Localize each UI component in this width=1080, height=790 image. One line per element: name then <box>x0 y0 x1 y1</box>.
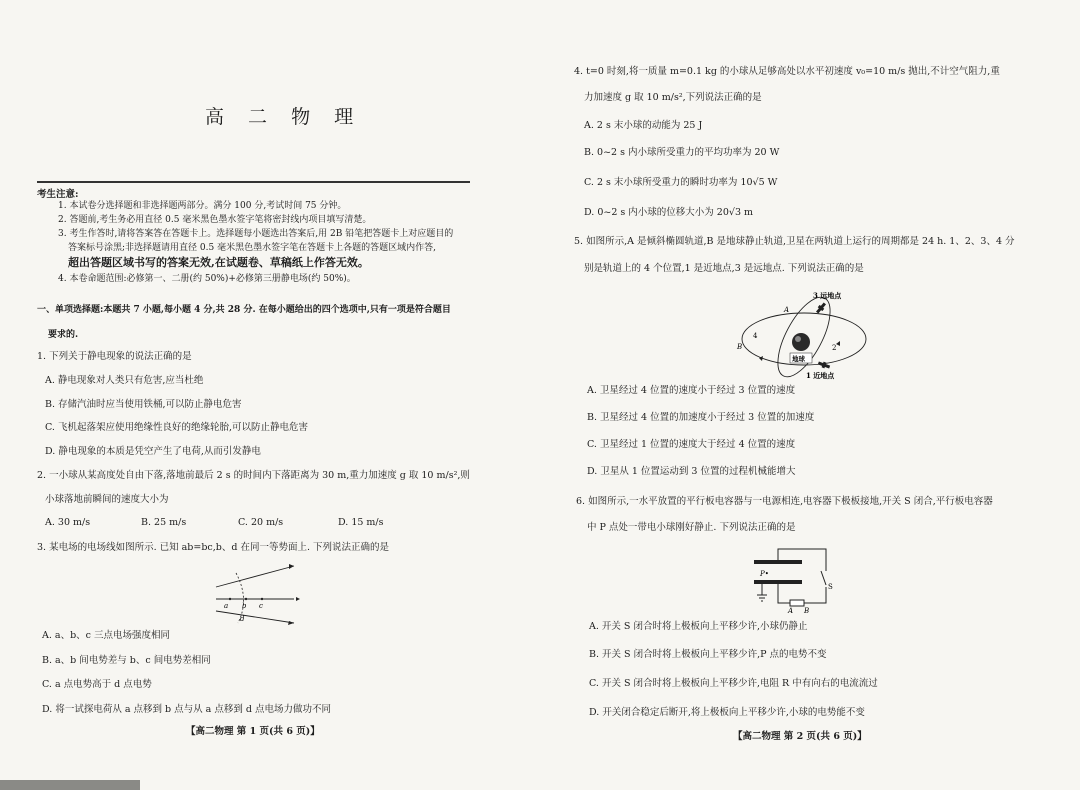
point-label-a: a <box>224 602 229 610</box>
q6-option-b: B. 开关 S 闭合时将上极板向上平移少许,P 点的电势不变 <box>589 649 827 660</box>
circuit-wire <box>804 587 826 603</box>
position-4-label: 4 <box>753 332 758 340</box>
field-line <box>216 611 294 623</box>
q1-stem: 1. 下列关于静电现象的说法正确的是 <box>37 351 192 362</box>
position-2-label: 2 <box>832 344 837 352</box>
q5-stem: 5. 如图所示,A 是倾斜椭圆轨道,B 是地球静止轨道,卫星在两轨道上运行的周期都是 24 h. 1、2、3、4 分 <box>574 236 1015 247</box>
circuit-wire <box>778 583 790 603</box>
q2-stem: 2. 一小球从某高度处自由下落,落地前最后 2 s 的时间内下落距离为 30 m,重力加速度 g 取 10 m/s²,则 <box>37 470 470 481</box>
q5-option-c: C. 卫星经过 1 位置的速度大于经过 4 位置的速度 <box>587 439 796 450</box>
title-divider <box>37 181 470 183</box>
q3-option-b: B. a、b 间电势差与 b、c 间电势差相同 <box>42 655 211 666</box>
orbit-diagram <box>728 286 868 382</box>
q2-option-a: A. 30 m/s <box>45 517 91 528</box>
electric-field-diagram <box>210 563 300 625</box>
point-label-b: b <box>242 602 247 610</box>
page-footer-left: 【高二物理 第 1 页(共 6 页)】 <box>186 726 320 737</box>
notice-item-emphasis: 超出答题区域书写的答案无效,在试题卷、草稿纸上作答无效。 <box>68 256 369 269</box>
q2-option-d: D. 15 m/s <box>338 517 384 528</box>
notice-item: 答案标号涂黑;非选择题请用直径 0.5 毫米黑色墨水签字笔在答题卡上各题的答题区域内作答, <box>68 243 436 253</box>
field-line <box>216 566 294 587</box>
q3-stem: 3. 某电场的电场线如图所示. 已知 ab=bc,b、d 在同一等势面上. 下列说法正确的是 <box>37 542 389 553</box>
arrow-icon <box>288 621 294 625</box>
point-label-d: d <box>240 615 245 623</box>
q3-option-d: D. 将一试探电荷从 a 点移到 b 点与从 a 点移到 d 点电场力做功不同 <box>42 704 331 715</box>
q6-stem: 6. 如图所示,一水平放置的平行板电容器与一电源相连,电容器下极板接地,开关 S 闭合,平行板电容器 <box>576 496 993 507</box>
q3-option-c: C. a 点电势高于 d 点电势 <box>42 679 152 690</box>
q4-option-b: B. 0~2 s 内小球所受重力的平均功率为 20 W <box>584 147 780 158</box>
q4-option-c: C. 2 s 末小球所受重力的瞬时功率为 10√5 W <box>584 177 778 188</box>
page-footer-right: 【高二物理 第 2 页(共 6 页)】 <box>733 731 867 742</box>
satellite-icon <box>817 360 830 370</box>
q2-option-b: B. 25 m/s <box>141 517 187 528</box>
near-point-label: 1 近地点 <box>806 371 835 380</box>
q1-option-c: C. 飞机起落架应使用绝缘性良好的绝缘轮胎,可以防止静电危害 <box>45 422 308 433</box>
q2-stem-cont: 小球落地前瞬间的速度大小为 <box>45 494 169 505</box>
terminal-b-label: B <box>804 607 810 613</box>
q1-option-a: A. 静电现象对人类只有危害,应当杜绝 <box>45 375 204 386</box>
q5-option-a: A. 卫星经过 4 位置的速度小于经过 3 位置的速度 <box>587 385 796 396</box>
capacitor-upper-plate <box>754 560 802 564</box>
q4-option-a: A. 2 s 末小球的动能为 25 J <box>584 120 703 131</box>
point-p-label: P• <box>760 570 769 578</box>
q6-option-d: D. 开关闭合稳定后断开,将上极板向上平移少许,小球的电势能不变 <box>589 707 865 718</box>
notice-item: 4. 本卷命题范围:必修第一、二册(约 50%)+必修第三册静电场(约 50%)。 <box>58 274 356 284</box>
section-heading: 一、单项选择题:本题共 7 小题,每小题 4 分,共 28 分. 在每小题给出的四个选项中,只有一项是符合题目 <box>37 305 451 315</box>
satellite-icon <box>815 301 827 314</box>
earth-label: 地球 <box>792 355 805 363</box>
notice-heading: 考生注意: <box>37 189 79 200</box>
q4-stem: 4. t=0 时刻,将一质量 m=0.1 kg 的小球从足够高处以水平初速度 v₀=10 m/s 抛出,不计空气阻力,重 <box>574 66 1000 77</box>
scan-edge-shadow <box>0 780 140 790</box>
orbit-a-label: A <box>784 306 790 314</box>
q6-option-c: C. 开关 S 闭合时将上极板向上平移少许,电阻 R 中有向右的电流流过 <box>589 678 878 689</box>
notice-item: 2. 答题前,考生务必用直径 0.5 毫米黑色墨水签字笔将密封线内项目填写清楚。 <box>58 215 372 225</box>
orbit-b-label: B <box>737 343 743 351</box>
arrow-icon <box>296 597 300 601</box>
q1-option-b: B. 存储汽油时应当使用铁桶,可以防止静电危害 <box>45 399 242 410</box>
q6-option-a: A. 开关 S 闭合时将上极板向上平移少许,小球仍静止 <box>589 621 808 632</box>
far-point-label: 3 远地点 <box>813 291 842 300</box>
capacitor-circuit-diagram <box>748 543 838 613</box>
q5-stem-cont: 别是轨道上的 4 个位置,1 是近地点,3 是远地点. 下列说法正确的是 <box>584 263 864 274</box>
q2-option-c: C. 20 m/s <box>238 517 284 528</box>
q5-option-d: D. 卫星从 1 位置运动到 3 位置的过程机械能增大 <box>587 466 796 477</box>
section-heading-cont: 要求的. <box>48 330 79 340</box>
notice-item: 1. 本试卷分选择题和非选择题两部分。满分 100 分,考试时间 75 分钟。 <box>58 201 347 211</box>
q4-stem-cont: 力加速度 g 取 10 m/s²,下列说法正确的是 <box>584 92 762 103</box>
q3-option-a: A. a、b、c 三点电场强度相同 <box>42 630 170 641</box>
switch-label: S <box>828 583 833 591</box>
notice-item: 3. 考生作答时,请将答案答在答题卡上。选择题每小题选出答案后,用 2B 铅笔把答题卡上对应题目的 <box>58 229 454 239</box>
q6-stem-cont: 中 P 点处一带电小球刚好静止. 下列说法正确的是 <box>587 522 796 533</box>
terminal-a-label: A <box>788 607 794 613</box>
q1-option-d: D. 静电现象的本质是凭空产生了电荷,从而引发静电 <box>45 446 261 457</box>
switch-s <box>821 571 826 585</box>
q4-option-d: D. 0~2 s 内小球的位移大小为 20√3 m <box>584 207 754 218</box>
page-title: 高 二 物 理 <box>205 106 363 128</box>
point-label-c: c <box>259 602 263 610</box>
arrow-icon <box>836 341 840 346</box>
resistor-r <box>790 600 804 606</box>
earth-icon <box>792 333 810 351</box>
capacitor-lower-plate <box>754 580 802 584</box>
q5-option-b: B. 卫星经过 4 位置的加速度小于经过 3 位置的加速度 <box>587 412 815 423</box>
